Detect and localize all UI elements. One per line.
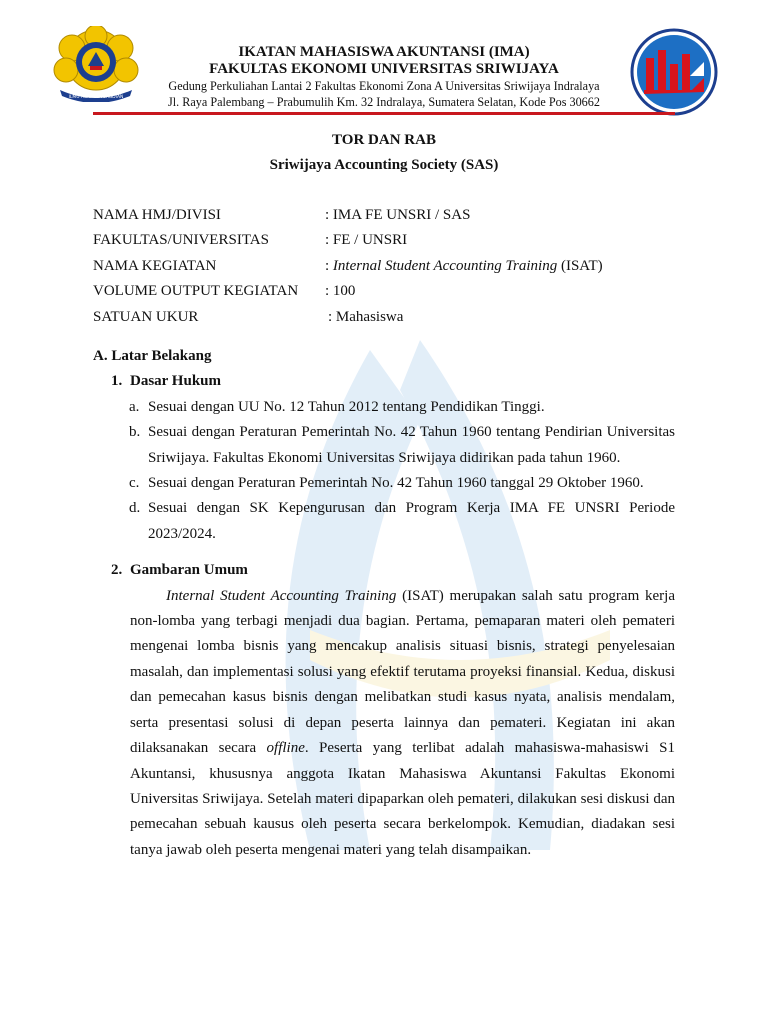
paragraph-text: . Peserta yang terlibat adalah mahasiswa-mahasiswi S1 Akuntansi, khususnya anggota Ikatan Mahasiswa Akuntansi Fakultas Ekonomi Universitas Sriwijaya. Setelah materi dipaparkan oleh pemateri, dilakukan sesi diskusi dan pemecahan sebuah kausus oleh peserta secara berkelompok. Kemudian, diadakan sesi tanya jawab oleh peserta mengenai materi yang telah disampaikan. [130, 740, 675, 858]
info-table [93, 205, 693, 332]
list-marker: b. [129, 424, 141, 441]
info-value-prefix: : [325, 257, 333, 274]
info-row [93, 256, 693, 281]
list-item [93, 471, 675, 496]
paragraph-italic-word: offline [266, 740, 305, 757]
info-value: : FE / UNSRI [325, 232, 408, 249]
info-label: VOLUME OUTPUT KEGIATAN [93, 283, 299, 300]
spacer [93, 547, 675, 558]
ima-logo [630, 28, 718, 116]
info-value-suffix: (ISAT) [557, 257, 603, 274]
list-item [93, 420, 675, 471]
info-label: NAMA KEGIATAN [93, 257, 217, 274]
subsection-title: Gambaran Umum [130, 562, 248, 579]
info-label: SATUAN UKUR [93, 308, 199, 325]
info-value-italic: Internal Student Accounting Training [332, 257, 558, 274]
info-row [93, 281, 693, 306]
body-paragraph [93, 584, 675, 863]
info-value: : IMA FE UNSRI / SAS [325, 207, 471, 223]
section-heading: A. Latar Belakang [93, 348, 212, 364]
info-value: : 100 [325, 283, 356, 300]
emblem-motto-text: ILMU ALAT PENGABDIAN [68, 95, 124, 100]
info-row [93, 205, 693, 230]
subsection-heading [93, 369, 675, 394]
info-value: : Mahasiswa [328, 308, 404, 325]
info-value [325, 256, 603, 276]
list-marker: a. [129, 398, 140, 415]
faculty-name: FAKULTAS EKONOMI UNIVERSITAS SRIWIJAYA [209, 61, 559, 77]
list-text: Sesuai dengan Peraturan Pemerintah No. 42 Tahun 1960 tanggal 29 Oktober 1960. [148, 475, 644, 492]
document-body [93, 344, 675, 863]
letterhead [150, 44, 618, 110]
subsection-title: Dasar Hukum [130, 373, 221, 390]
org-name: IKATAN MAHASISWA AKUNTANSI (IMA) [238, 44, 530, 60]
document-title: TOR DAN RAB [332, 132, 436, 148]
list-text: Sesuai dengan UU No. 12 Tahun 2012 tentang Pendidikan Tinggi. [148, 398, 545, 415]
list-item [93, 395, 675, 420]
info-label: NAMA HMJ/DIVISI [93, 207, 221, 223]
list-marker: c. [129, 475, 140, 492]
university-emblem-logo [50, 26, 142, 102]
address-line-2: Jl. Raya Palembang – Prabumulih Km. 32 Indralaya, Sumatera Selatan, Kode Pos 30662 [168, 95, 600, 109]
letterhead-divider [93, 112, 675, 115]
paragraph-text: (ISAT) merupakan salah satu program kerja non-lomba yang terbagi menjadi dua bagian. Pertama, pemaparan materi oleh pemateri mengenai lomba bisnis yang mencakup analisis situasi bisnis, strategi penyelesaian masalah, dan implementasi solusi yang efektif terutama proyeksi finansial. Kedua, diskusi dan pemecahan kasus bisnis dengan melibatkan studi kasus nyata, analisis mendalam, serta presentasi solusi di depan peserta lainnya dan pemateri. Kegiatan ini akan dilaksanakan secara [130, 587, 675, 757]
info-row [93, 307, 693, 332]
list-text: Sesuai dengan SK Kepengurusan dan Program Kerja IMA FE UNSRI Periode 2023/2024. [148, 500, 675, 542]
info-label: FAKULTAS/UNIVERSITAS [93, 232, 269, 249]
list-item [93, 496, 675, 547]
subsection-heading [93, 558, 675, 583]
address-line-1: Gedung Perkuliahan Lantai 2 Fakultas Ekonomi Zona A Universitas Sriwijaya Indralaya [168, 79, 600, 93]
subsection-number: 2. [111, 562, 123, 579]
info-row [93, 230, 693, 255]
document-subtitle: Sriwijaya Accounting Society (SAS) [269, 157, 499, 173]
subsection-number: 1. [111, 373, 123, 390]
list-text: Sesuai dengan Peraturan Pemerintah No. 42 Tahun 1960 tentang Pendirian Universitas Sriwijaya. Fakultas Ekonomi Universitas Sriwijaya didirikan pada tahun 1960. [148, 424, 675, 466]
list-marker: d. [129, 500, 141, 517]
paragraph-italic-term: Internal Student Accounting Training [166, 587, 397, 604]
